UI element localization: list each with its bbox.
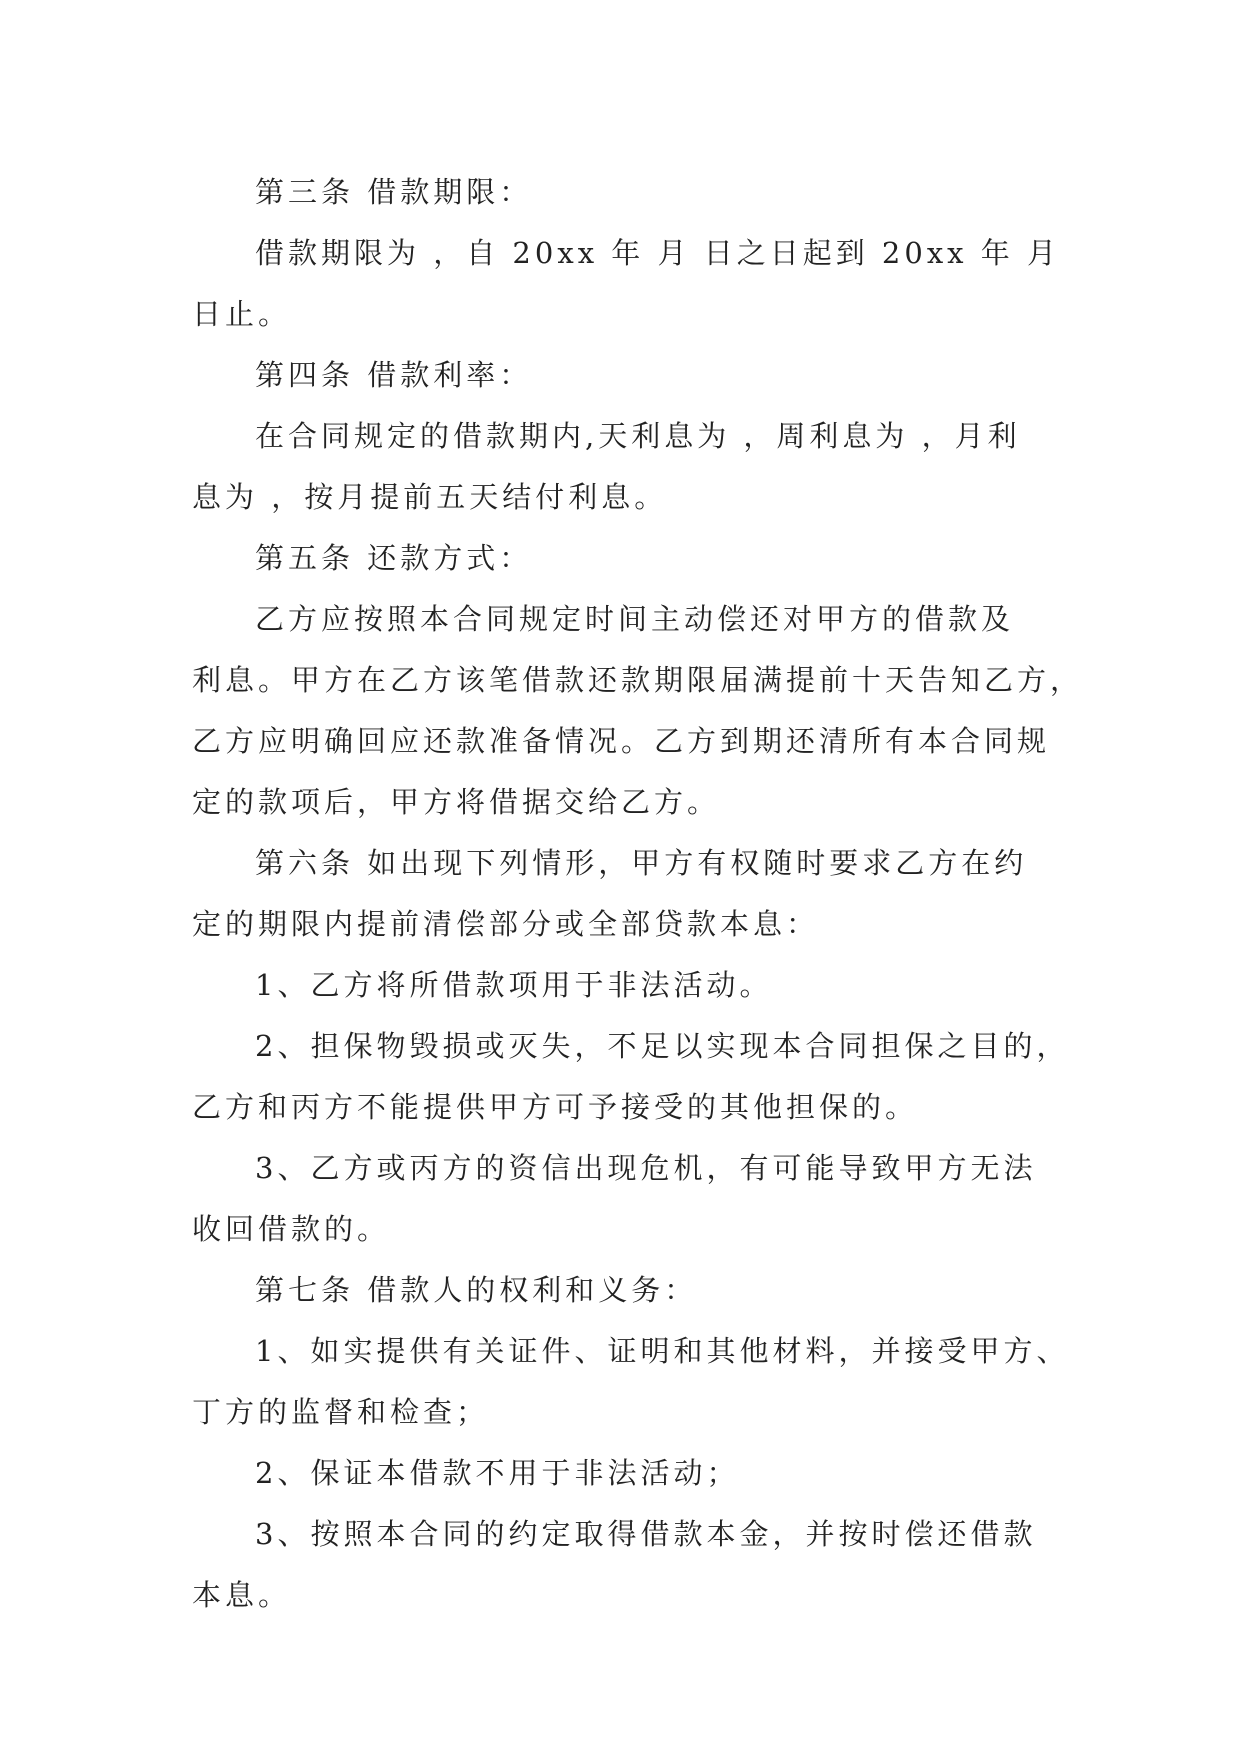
paragraph-line: 收回借款的。 <box>192 1212 391 1246</box>
clause-3-heading: 第三条 借款期限： <box>255 175 533 209</box>
clause-7-heading: 第七条 借款人的权利和义务： <box>255 1273 698 1307</box>
paragraph-line: 丁方的监督和检查； <box>192 1395 490 1429</box>
paragraph-line: 利息。甲方在乙方该笔借款还款期限届满提前十天告知乙方， <box>192 663 1084 697</box>
paragraph-line: 定的款项后，甲方将借据交给乙方。 <box>192 785 721 819</box>
paragraph-line: 乙方和丙方不能提供甲方可予接受的其他担保的。 <box>192 1090 919 1124</box>
document-body <box>192 162 1084 1626</box>
clause-5-heading: 第五条 还款方式： <box>255 541 533 575</box>
paragraph-line: 日止。 <box>192 297 292 331</box>
paragraph-line: 本息。 <box>192 1578 292 1612</box>
list-item: 2、保证本借款不用于非法活动； <box>255 1456 740 1490</box>
paragraph-line: 借款期限为 ，自 20xx 年 月 日之日起到 20xx 年 月 <box>255 236 1060 270</box>
list-item: 1、乙方将所借款项用于非法活动。 <box>255 968 773 1002</box>
paragraph-line: 乙方应明确回应还款准备情况。乙方到期还清所有本合同规 <box>192 724 1051 758</box>
list-item: 1、如实提供有关证件、证明和其他材料，并接受甲方、 <box>255 1334 1070 1368</box>
list-item: 3、乙方或丙方的资信出现危机，有可能导致甲方无法 <box>255 1151 1037 1185</box>
clause-4-heading: 第四条 借款利率： <box>255 358 533 392</box>
paragraph-line: 息为 ，按月提前五天结付利息。 <box>192 480 668 514</box>
clause-6-heading: 第六条 如出现下列情形，甲方有权随时要求乙方在约 <box>255 846 1028 880</box>
list-item: 3、按照本合同的约定取得借款本金，并按时偿还借款 <box>255 1517 1037 1551</box>
paragraph-line: 乙方应按照本合同规定时间主动偿还对甲方的借款及 <box>255 602 1015 636</box>
paragraph-line: 定的期限内提前清偿部分或全部贷款本息： <box>192 907 820 941</box>
paragraph-line: 在合同规定的借款期内,天利息为 ，周利息为 ，月利 <box>255 419 1021 453</box>
list-item: 2、担保物毁损或灭失，不足以实现本合同担保之目的， <box>255 1029 1070 1063</box>
